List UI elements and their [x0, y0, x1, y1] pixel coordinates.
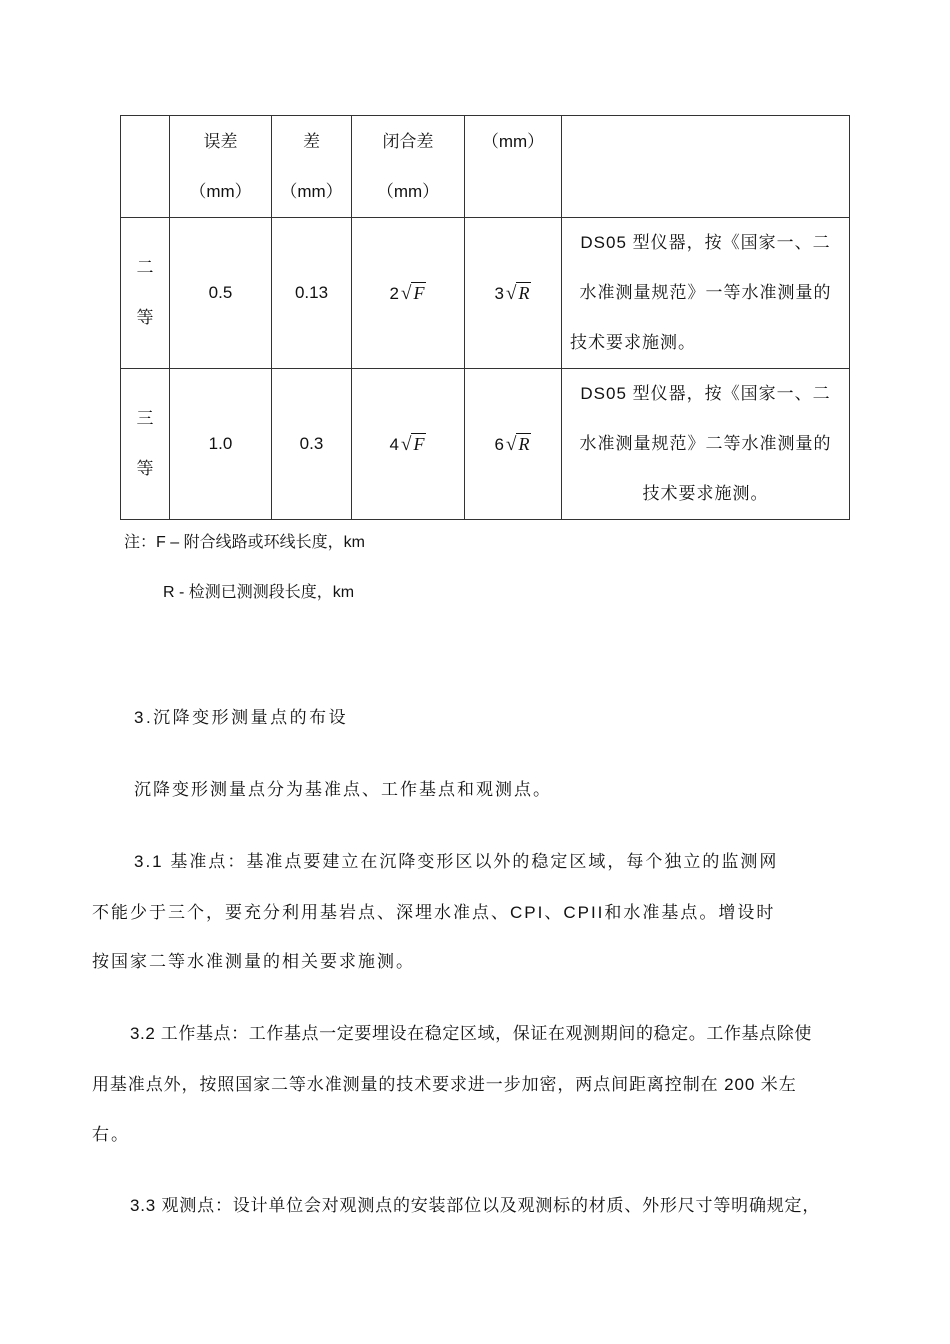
sqrt-symbol: √	[401, 433, 412, 455]
header-unit: （mm）	[280, 182, 343, 201]
formula-cell	[352, 218, 465, 369]
section-heading: 3.沉降变形测量点的布设	[134, 708, 349, 727]
header-text: 闭合差	[382, 132, 434, 151]
header-cell-remark	[562, 116, 850, 218]
paragraph-line: 右。	[92, 1125, 130, 1144]
sqrt-symbol: √	[506, 433, 517, 455]
table-note-r: R - 检测已测测段长度，km	[163, 584, 355, 601]
table-header-row	[121, 116, 850, 218]
table-note-f: 注：F – 附合线路或环线长度，km	[124, 534, 365, 551]
formula-variable: R	[518, 282, 530, 303]
header-text: 差	[303, 132, 320, 151]
remark-cell	[562, 369, 850, 520]
radical-formula	[390, 283, 427, 303]
grade-cell	[121, 218, 170, 369]
header-cell-error	[170, 116, 272, 218]
remark-line: 技术要求施测。	[642, 484, 769, 503]
header-cell-grade	[121, 116, 170, 218]
formula-variable: R	[518, 433, 530, 454]
paragraph-intro: 沉降变形测量点分为基准点、工作基点和观测点。	[134, 780, 552, 799]
value-cell: 0.13	[272, 218, 352, 369]
sqrt-symbol: √	[506, 282, 517, 304]
formula-coefficient: 3	[494, 283, 505, 303]
paragraph-line: 3.1 基准点：基准点要建立在沉降变形区以外的稳定区域，每个独立的监测网	[134, 852, 779, 871]
grade-char: 二	[136, 258, 154, 277]
radical-formula	[495, 434, 532, 454]
leveling-accuracy-table	[120, 115, 850, 520]
table-row	[121, 369, 850, 520]
remark-line: 技术要求施测。	[570, 333, 696, 352]
formula-coefficient: 4	[389, 434, 400, 454]
formula-cell	[465, 218, 562, 369]
header-cell-closure	[352, 116, 465, 218]
header-unit: （mm）	[376, 182, 440, 201]
formula-coefficient: 6	[494, 434, 505, 454]
table-row	[121, 218, 850, 369]
grade-cell	[121, 369, 170, 520]
grade-char: 三	[136, 409, 154, 428]
value-cell: 0.5	[170, 218, 272, 369]
paragraph-line: 3.2 工作基点：工作基点一定要埋设在稳定区域，保证在观测期间的稳定。工作基点除使	[130, 1024, 812, 1043]
sqrt-symbol: √	[401, 282, 412, 304]
grade-char: 等	[136, 459, 154, 478]
radical-formula	[390, 434, 427, 454]
remark-cell	[562, 218, 850, 369]
grade-char: 等	[136, 308, 154, 327]
remark-line: DS05 型仪器，按《国家一、二	[580, 384, 831, 403]
remark-line: 水准测量规范》二等水准测量的	[579, 434, 832, 453]
radical-formula	[495, 283, 532, 303]
formula-cell	[465, 369, 562, 520]
header-cell-check	[465, 116, 562, 218]
formula-coefficient: 2	[389, 283, 400, 303]
value-cell: 0.3	[272, 369, 352, 520]
formula-variable: F	[413, 433, 425, 454]
formula-cell	[352, 369, 465, 520]
header-unit: （mm）	[189, 182, 252, 201]
remark-line: 水准测量规范》一等水准测量的	[579, 283, 832, 302]
paragraph-line: 用基准点外，按照国家二等水准测量的技术要求进一步加密，两点间距离控制在 200 米左	[92, 1075, 797, 1094]
remark-line: DS05 型仪器，按《国家一、二	[580, 233, 831, 252]
paragraph-line: 3.3 观测点：设计单位会对观测点的安装部位以及观测标的材质、外形尺寸等明确规定，	[130, 1196, 821, 1215]
header-text: 误差	[203, 132, 238, 151]
header-unit: （mm）	[481, 132, 545, 151]
paragraph-line: 按国家二等水准测量的相关要求施测。	[92, 952, 415, 971]
value-cell: 1.0	[170, 369, 272, 520]
header-cell-difference	[272, 116, 352, 218]
paragraph-line: 不能少于三个，要充分利用基岩点、深埋水准点、CPI、CPII和水准基点。增设时	[92, 903, 776, 922]
formula-variable: F	[413, 282, 425, 303]
